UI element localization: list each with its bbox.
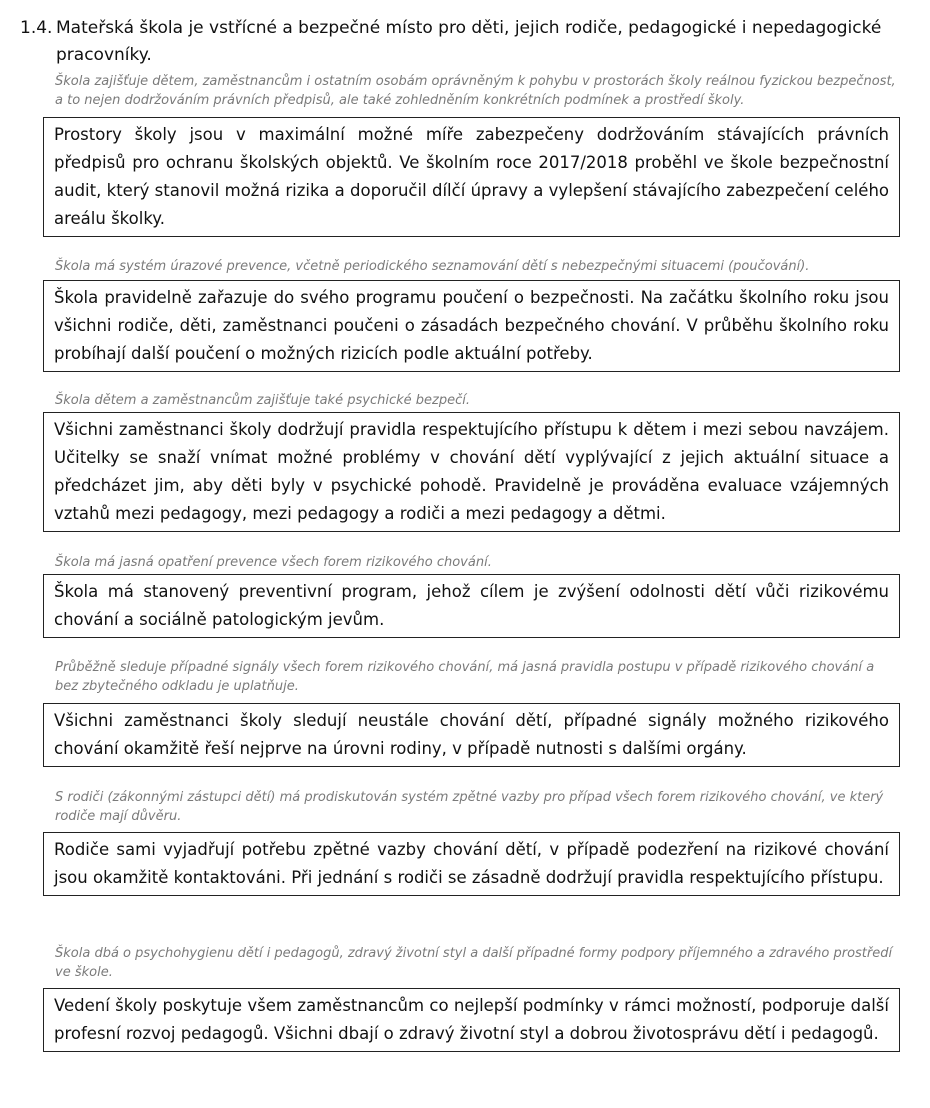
- criterion-text: S rodiči (zákonnými zástupci dětí) má prodiskutován systém zpětné vazby pro případ všech forem rizikového chování, ve který rodiče mají důvěru.: [55, 790, 884, 824]
- response-box: Prostory školy jsou v maximální možné míře zabezpečeny dodržováním stávajících právních předpisů pro ochranu školských objektů. Ve školním roce 2017/2018 proběhl ve škole bezpečnostní audit, který stanovil možná rizika a doporučil dílčí úpravy a vylepšení stávajícího zabezpečení celého areálu školky.: [43, 117, 900, 237]
- criterion-text: Průběžně sleduje případné signály všech forem rizikového chování, má jasná pravidla postupu v případě rizikového chování a bez zbytečného odkladu je uplatňuje.: [55, 660, 875, 694]
- response-box: Vedení školy poskytuje všem zaměstnancům co nejlepší podmínky v rámci možností, podporuje další profesní rozvoj pedagogů. Všichni dbají o zdravý životní styl a dobrou životosprávu dětí i pedagogů.: [43, 988, 900, 1052]
- response-box: Všichni zaměstnanci školy dodržují pravidla respektujícího přístupu k dětem i mezi sebou navzájem. Učitelky se snaží vnímat možné problémy v chování dětí vyplývající z jejich aktuální situace a předcházet jim, aby děti byly v psychické pohodě. Pravidelně je prováděna evaluace vzájemných vztahů mezi pedagogy, mezi pedagogy a rodiči a mezi pedagogy a dětmi.: [43, 412, 900, 532]
- criterion-text: Škola zajišťuje dětem, zaměstnancům i ostatním osobám oprávněným k pohybu v prostorách školy reálnou fyzickou bezpečnost, a to nejen dodržováním právních předpisů, ale také zohledněním konkrétních podmínek a prostředí školy.: [55, 74, 896, 108]
- section-number: 1.4.: [20, 18, 53, 38]
- response-box: Všichni zaměstnanci školy sledují neustále chování dětí, případné signály možného rizikového chování okamžitě řeší nejprve na úrovni rodiny, v případě nutnosti s dalšími orgány.: [43, 703, 900, 767]
- criterion-text: Škola dětem a zaměstnancům zajišťuje také psychické bezpečí.: [55, 393, 470, 408]
- section-title: Mateřská škola je vstřícné a bezpečné místo pro děti, jejich rodiče, pedagogické i nepedagogické pracovníky.: [56, 18, 882, 65]
- response-box: Škola má stanovený preventivní program, jehož cílem je zvýšení odolnosti dětí vůči rizikovému chování a sociálně patologickým jevům.: [43, 574, 900, 638]
- criterion-text: Škola má systém úrazové prevence, včetně periodického seznamování dětí s nebezpečnými situacemi (poučování).: [55, 259, 810, 274]
- criterion-text: Škola dbá o psychohygienu dětí i pedagogů, zdravý životní styl a další případné formy podpory příjemného a zdravého prostředí ve škole.: [55, 946, 893, 980]
- response-box: Rodiče sami vyjadřují potřebu zpětné vazby chování dětí, v případě podezření na rizikové chování jsou okamžitě kontaktováni. Při jednání s rodiči se zásadně dodržují pravidla respektujícího přístupu.: [43, 832, 900, 896]
- criterion-text: Škola má jasná opatření prevence všech forem rizikového chování.: [55, 555, 492, 570]
- response-box: Škola pravidelně zařazuje do svého programu poučení o bezpečnosti. Na začátku školního roku jsou všichni rodiče, děti, zaměstnanci poučeni o zásadách bezpečného chování. V průběhu školního roku probíhají další poučení o možných rizicích podle aktuální potřeby.: [43, 280, 900, 372]
- section-heading: [20, 15, 900, 69]
